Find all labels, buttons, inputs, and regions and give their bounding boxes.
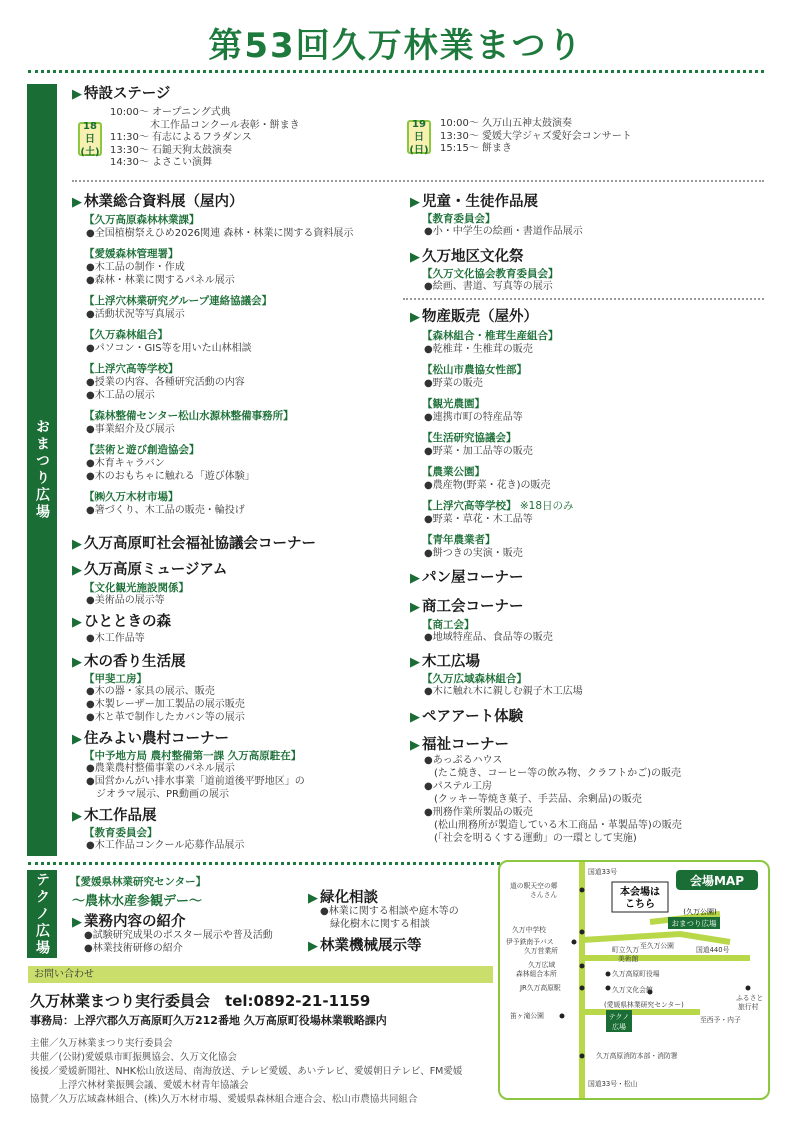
list-item: ●木の器・家具の展示、販売 <box>86 686 215 697</box>
triangle-icon: ▶ <box>410 571 420 586</box>
map-park-label: (久万公園) <box>683 908 717 916</box>
org-label: 【文化観光施設関係】 <box>84 582 189 594</box>
section-title: ▶ 福祉コーナー <box>410 737 509 753</box>
contact-office: 事務局：上浮穴郡久万高原町久万212番地 久万高原町役場林業戦略課内 <box>30 1014 387 1027</box>
techno-t2-item: 緑化樹木に関する相談 <box>320 919 430 930</box>
list-item: ●森林・林業に関するパネル展示 <box>86 275 235 286</box>
venue-map <box>498 860 770 1100</box>
org-label: 【生活研究協議会】 <box>422 432 517 444</box>
list-item: ●事業紹介及び展示 <box>86 424 175 435</box>
techno-t2: ▶ 緑化相談 <box>308 890 378 906</box>
section-title: ▶ 木の香り生活展 <box>72 654 186 670</box>
list-item: ●餅つきの実演・販売 <box>424 548 523 559</box>
list-item: ●農産物(野菜・花き)の販売 <box>424 480 551 491</box>
triangle-icon: ▶ <box>72 195 82 210</box>
map-label: さんさん <box>530 891 558 899</box>
section-title: ▶ 児童・生徒作品展 <box>410 194 538 210</box>
map-label: 笛ヶ滝公園 <box>510 1012 544 1020</box>
list-item: ●木と革で制作したカバン等の展示 <box>86 712 245 723</box>
contact-tel: tel:0892-21-1159 <box>225 992 371 1010</box>
triangle-icon: ▶ <box>72 655 82 670</box>
list-item: ●木工作品等 <box>86 633 145 644</box>
section-title: ▶ 林業総合資料展（屋内） <box>72 194 244 210</box>
org-label: 【久万高原森林林業課】 <box>84 214 200 226</box>
org-label: 【森林組合・椎茸生産組合】 <box>422 330 559 342</box>
triangle-icon: ▶ <box>410 600 420 615</box>
org-label: 【松山市農協女性部】 <box>422 364 527 376</box>
org-label: 【上浮穴高等学校】 <box>84 363 179 375</box>
map-label: ふるさと <box>736 994 764 1002</box>
org-label: 【甲斐工房】 <box>84 673 147 685</box>
triangle-icon: ▶ <box>410 195 420 210</box>
list-item: ●箸づくり、木工品の販売・輪投げ <box>86 505 245 516</box>
list-item: ●地域特産品、食品等の販売 <box>424 632 553 643</box>
section-title: ▶ 木工作品展 <box>72 808 157 824</box>
org-label: 【森林整備センター松山水源林整備事務所】 <box>84 410 294 422</box>
map-label: 森林組合本所 <box>516 970 557 978</box>
list-item: ●パソコン・GIS等を用いた山林相談 <box>86 343 252 354</box>
map-label: 国道33号 <box>588 868 618 876</box>
list-item: ●木製レーザー加工製品の展示販売 <box>86 699 245 710</box>
section-title: ▶ ひとときの森 <box>72 614 171 630</box>
map-techno-label: 広場 <box>612 1023 626 1031</box>
org-label: 【芸術と遊び創造協会】 <box>84 444 200 456</box>
triangle-icon: ▶ <box>72 537 82 552</box>
triangle-icon: ▶ <box>410 310 420 325</box>
map-label: 至西予・内子 <box>700 1016 741 1024</box>
map-label: 久万文化会館 <box>612 986 653 994</box>
list-item: ●野菜・加工品等の販売 <box>424 446 533 457</box>
map-label: 久万高原消防本部・消防署 <box>596 1052 678 1060</box>
org-label: 【教育委員会】 <box>84 827 158 839</box>
techno-t1-item: ●林業技術研修の紹介 <box>84 943 183 954</box>
map-label: 道の駅天空の郷 <box>510 882 558 890</box>
org-label: 【観光農園】 <box>422 398 485 410</box>
list-item: ●木工品の展示 <box>86 390 155 401</box>
map-label: 久万営業所 <box>524 947 558 955</box>
org-label: 【愛媛森林管理署】 <box>84 248 179 260</box>
map-svg <box>500 862 768 1098</box>
org-label: 【久万文化協会教育委員会】 <box>422 268 559 280</box>
map-label: 国道440号 <box>696 946 730 954</box>
list-item: ●連携市町の特産品等 <box>424 412 523 423</box>
day-badge-sat: 18日 (土) <box>78 122 102 156</box>
section-title: ▶ 久万高原ミュージアム <box>72 562 228 578</box>
map-label: 久万広域 <box>528 961 556 969</box>
page-title: 第53回久万林業まつり <box>208 26 584 66</box>
list-item: ●木育キャラバン <box>86 458 165 469</box>
triangle-icon: ▶ <box>72 615 82 630</box>
section-title: ▶ 住みよい農村コーナー <box>72 731 229 747</box>
techno-t3: ▶ 林業機械展示等 <box>308 938 422 954</box>
org-label: 【久万広域森林組合】 <box>422 673 527 685</box>
triangle-icon: ▶ <box>410 655 420 670</box>
footer-line: 共催／(公財)愛媛県市町振興協会、久万文化協会 <box>30 1052 237 1063</box>
map-here-text: 本会場は <box>620 887 660 898</box>
org-label: 【上浮穴林業研究グループ連絡協議会】 <box>84 295 273 307</box>
triangle-icon: ▶ <box>72 563 82 578</box>
list-item: ●木のおもちゃに触れる「遊び体験」 <box>86 471 255 482</box>
divider <box>403 298 764 300</box>
triangle-icon: ▶ <box>410 710 420 725</box>
footer-line: 後援／愛媛新聞社、NHK松山放送局、南海放送、テレビ愛媛、あいテレビ、愛媛朝日テレビ、FM愛媛 <box>30 1066 463 1077</box>
triangle-icon: ▶ <box>72 732 82 747</box>
contact-committee: 久万林業まつり実行委員会 tel:0892-21-1159 <box>30 992 371 1010</box>
list-item: (クッキー等焼き菓子、手芸品、余剰品)の販売 <box>424 794 642 805</box>
divider <box>72 180 764 182</box>
list-item: ●絵画、書道、写真等の展示 <box>424 281 553 292</box>
map-label: 旅行村 <box>738 1003 759 1011</box>
list-item: (たこ焼き、コーヒー等の飲み物、クラフトかご)の販売 <box>424 768 682 779</box>
footer-line: 上浮穴林材業振興会議、愛媛木材青年協議会 <box>30 1080 249 1091</box>
list-item: ●国営かんがい排水事業「道前道後平野地区」の <box>86 776 305 787</box>
list-item: ●野菜の販売 <box>424 378 483 389</box>
techno-t1: ▶ 業務内容の紹介 <box>72 914 186 930</box>
omatsuri-side-label: おまつり広場 <box>27 84 57 856</box>
org-label: 【上浮穴高等学校】 ※18日のみ <box>422 500 574 512</box>
map-omatsuri-label: おまつり広場 <box>671 919 717 928</box>
list-item: ●乾椎茸・生椎茸の販売 <box>424 344 533 355</box>
list-item: ●野菜・草花・木工品等 <box>424 514 533 525</box>
triangle-icon: ▶ <box>72 87 82 102</box>
section-title: ▶ パン屋コーナー <box>410 570 524 586</box>
map-label: 久万高原町役場 <box>612 970 660 978</box>
stage-title: ▶ 特設ステージ <box>72 86 171 102</box>
footer-line: 協賛／久万広域森林組合、(株)久万木材市場、愛媛県森林組合連合会、松山市農協共同組合 <box>30 1094 418 1105</box>
list-item: ●木工品の制作・作成 <box>86 262 185 273</box>
list-item: ●木に触れ木に親しむ親子木工広場 <box>424 686 583 697</box>
list-item: ●刑務作業所製品の販売 <box>424 807 533 818</box>
section-title: ▶ ペアアート体験 <box>410 709 524 725</box>
map-label: 至久万公園 <box>640 942 674 950</box>
org-label: 【久万森林組合】 <box>84 329 168 341</box>
section-title: ▶ 商工会コーナー <box>410 599 524 615</box>
section-title: ▶ 物産販売（屋外） <box>410 309 538 325</box>
org-label: 【教育委員会】 <box>422 213 496 225</box>
org-label: 【中予地方局 農村整備第一課 久万高原駐在】 <box>84 750 302 762</box>
list-item: ●農業農村整備事業のパネル展示 <box>86 763 235 774</box>
org-label: 【㈱久万木材市場】 <box>84 491 179 503</box>
map-label: 伊予鉄南予バス <box>506 938 554 946</box>
techno-t2-item: ●林業に関する相談や庭木等の <box>320 906 459 917</box>
list-item: ●全国植樹祭えひめ2026関連 森林・林業に関する資料展示 <box>86 228 354 239</box>
list-item: (松山刑務所が製造している木工商品・革製品等)の販売 <box>424 820 682 831</box>
list-item: ●活動状況等写真展示 <box>86 309 185 320</box>
section-title: ▶ 木工広場 <box>410 654 480 670</box>
triangle-icon: ▶ <box>72 809 82 824</box>
org-label: 【青年農業者】 <box>422 534 496 546</box>
map-label: 町立久万 <box>612 946 640 954</box>
list-item: ●パステル工房 <box>424 781 493 792</box>
footer-line: 主催／久万林業まつり実行委員会 <box>30 1038 173 1049</box>
map-label: 久万中学校 <box>512 926 546 934</box>
section-title: ▶ 久万高原町社会福祉協議会コーナー <box>72 536 316 552</box>
map-title: 会場MAP <box>689 874 745 888</box>
road-east <box>582 934 730 942</box>
sun-schedule: 10:00〜 久万山五神太鼓演奏 13:30〜 愛媛大学ジャズ愛好会コンサート 15:15〜 餅まき <box>440 118 632 154</box>
list-item: ●小・中学生の絵画・書道作品展示 <box>424 226 583 237</box>
sat-schedule: 10:00〜 オープニング式典 木工作品コンクール表彰・餅まき 11:30〜 有志によるフラダンス 13:30〜 石鎚天狗太鼓演奏 14:30〜 よさこい演舞 <box>110 107 300 168</box>
techno-subtitle: 〜農林水産参観デー〜 <box>72 894 203 909</box>
triangle-icon: ▶ <box>410 738 420 753</box>
list-item: ●美術品の展示等 <box>86 595 165 606</box>
list-item: ●あっぷるハウス <box>424 755 503 766</box>
map-techno-label: テクノ <box>608 1013 630 1021</box>
map-here-text: こちら <box>625 899 655 910</box>
techno-side-label: テクノ広場 <box>27 870 57 958</box>
map-label: JR久万高原駅 <box>520 984 561 992</box>
title-divider <box>28 70 764 73</box>
triangle-icon: ▶ <box>410 250 420 265</box>
day-badge-sun: 19日 (日) <box>407 120 431 154</box>
org-label: 【農業公園】 <box>422 466 485 478</box>
techno-t1-item: ●試験研究成果のポスター展示や普及活動 <box>84 930 273 941</box>
note: ※18日のみ <box>516 500 574 512</box>
list-item: ●木工作品コンクール応募作品展示 <box>86 840 245 851</box>
list-item: (「社会を明るくする運動」の一環として実施) <box>424 833 637 844</box>
map-label: 国道33号・松山 <box>588 1080 638 1088</box>
techno-org: 【愛媛県林業研究センター】 <box>70 876 207 888</box>
org-label: 【商工会】 <box>422 619 475 631</box>
list-item: ジオラマ展示、PR動画の展示 <box>86 789 229 800</box>
contact-bar: お問い合わせ <box>28 966 493 983</box>
section-title: ▶ 久万地区文化祭 <box>410 249 524 265</box>
map-label: (愛媛県林業研究センター) <box>604 1001 684 1009</box>
list-item: ●授業の内容、各種研究活動の内容 <box>86 377 245 388</box>
map-label: 美術館 <box>618 955 639 963</box>
